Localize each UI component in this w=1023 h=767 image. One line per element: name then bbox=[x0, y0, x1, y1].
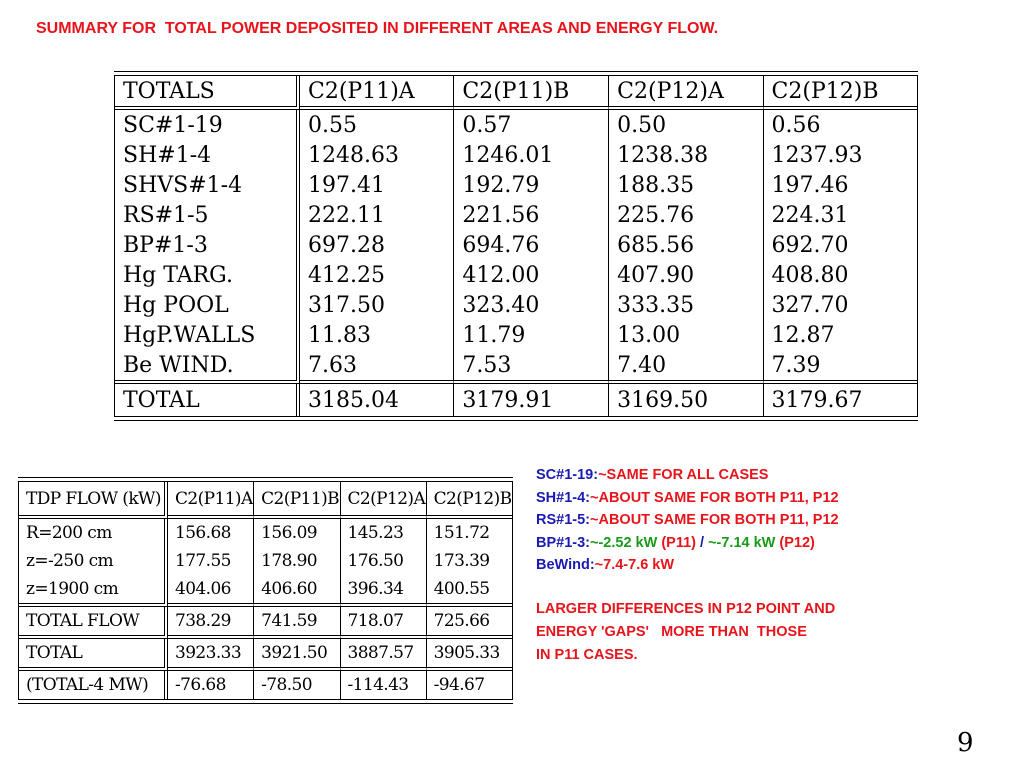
value-cell: 3887.57 bbox=[341, 639, 427, 671]
value-cell: 151.72 bbox=[433, 523, 490, 543]
value-cell: 7.53 bbox=[454, 350, 609, 384]
note-bp-sep: / bbox=[700, 534, 705, 551]
value-cell: 145.23 bbox=[341, 519, 427, 547]
value-cell: C2(P12)A bbox=[341, 482, 427, 519]
row-label-cell: (TOTAL-4 MW) bbox=[19, 671, 168, 699]
value-cell: 692.70 bbox=[771, 232, 849, 258]
value-cell: 697.28 bbox=[300, 230, 454, 260]
value-cell: 177.55 bbox=[168, 547, 254, 575]
note-sc bbox=[536, 464, 839, 487]
value-cell: 156.68 bbox=[168, 519, 254, 547]
value-cell: 0.57 bbox=[454, 110, 609, 140]
row-label-cell: TDP FLOW (kW) bbox=[19, 482, 168, 519]
row-label-cell: HgP.WALLS bbox=[115, 320, 300, 350]
table-row bbox=[115, 320, 917, 350]
value-cell: 412.25 bbox=[300, 260, 454, 290]
value-cell: -114.43 bbox=[341, 671, 427, 699]
row-label-cell: BP#1-3 bbox=[115, 230, 300, 260]
value-cell: 1246.01 bbox=[454, 140, 609, 170]
value-cell: 3179.67 bbox=[771, 387, 863, 413]
value-cell: 0.56 bbox=[771, 112, 821, 138]
table-row bbox=[115, 200, 917, 230]
value-cell: 178.90 bbox=[254, 547, 340, 575]
note-bp-label: BP#1-3: bbox=[536, 534, 590, 551]
value-cell: 1238.38 bbox=[609, 140, 763, 170]
note-sh bbox=[536, 487, 839, 510]
value-cell: 738.29 bbox=[168, 607, 254, 639]
value-cell: 694.76 bbox=[454, 230, 609, 260]
value-cell: 412.00 bbox=[454, 260, 609, 290]
value-cell: C2(P12)B bbox=[764, 76, 917, 110]
conclusion bbox=[536, 598, 839, 667]
note-sh-label: SH#1-4: bbox=[536, 489, 590, 506]
conclusion-line: ENERGY 'GAPS' MORE THAN THOSE bbox=[536, 623, 807, 640]
table-row bbox=[19, 575, 512, 607]
table-row bbox=[115, 350, 917, 384]
value-cell: 13.00 bbox=[609, 320, 763, 350]
table-row bbox=[115, 140, 917, 170]
table-row bbox=[115, 260, 917, 290]
table-row bbox=[115, 290, 917, 320]
note-bp-value-p12: ~-7.14 kW bbox=[704, 534, 776, 551]
value-cell: C2(P12)A bbox=[609, 76, 763, 110]
note-be bbox=[536, 554, 839, 577]
value-cell: 156.09 bbox=[254, 519, 340, 547]
value-cell: 222.11 bbox=[300, 200, 454, 230]
power-table bbox=[114, 75, 918, 417]
value-cell: 1248.63 bbox=[300, 140, 454, 170]
row-label-cell: RS#1-5 bbox=[115, 200, 300, 230]
value-cell: -94.67 bbox=[433, 675, 485, 695]
value-cell: 406.60 bbox=[254, 575, 340, 607]
conclusion-line: LARGER DIFFERENCES IN P12 POINT AND bbox=[536, 600, 836, 617]
row-label-cell: z=1900 cm bbox=[19, 575, 168, 607]
flow-table bbox=[18, 481, 513, 700]
note-bp bbox=[536, 532, 839, 555]
value-cell: C2(P12)B bbox=[427, 482, 512, 519]
row-label-cell: Be WIND. bbox=[115, 350, 300, 384]
value-cell: 685.56 bbox=[609, 230, 763, 260]
note-sc-label: SC#1-19: bbox=[536, 467, 599, 483]
row-label-cell: TOTAL bbox=[115, 384, 300, 416]
table-row bbox=[115, 110, 917, 140]
value-cell: 188.35 bbox=[609, 170, 763, 200]
notes-panel bbox=[536, 464, 839, 667]
table-row bbox=[115, 170, 917, 200]
row-label-cell: R=200 cm bbox=[19, 519, 168, 547]
note-bp-p12: (P12) bbox=[775, 534, 815, 551]
table-total-row bbox=[19, 639, 512, 671]
value-cell: 323.40 bbox=[454, 290, 609, 320]
value-cell: C2(P11)B bbox=[454, 76, 609, 110]
value-cell: 7.40 bbox=[609, 350, 763, 384]
value-cell: 725.66 bbox=[427, 607, 512, 639]
row-label-cell: TOTALS bbox=[115, 76, 300, 110]
row-label-cell: TOTAL FLOW bbox=[19, 607, 168, 639]
value-cell: 11.79 bbox=[454, 320, 609, 350]
flow-table-frame bbox=[18, 477, 513, 704]
slide-title: SUMMARY FOR TOTAL POWER DEPOSITED IN DIFFERENT AREAS AND ENERGY FLOW. bbox=[36, 20, 719, 37]
value-cell: 12.87 bbox=[771, 322, 835, 348]
page-number: 9 bbox=[957, 728, 974, 758]
value-cell: 7.39 bbox=[764, 350, 917, 384]
row-label-cell: SH#1-4 bbox=[115, 140, 300, 170]
value-cell: 396.34 bbox=[341, 575, 427, 607]
value-cell: C2(P11)A bbox=[168, 482, 254, 519]
conclusion-line: IN P11 CASES. bbox=[536, 646, 638, 663]
power-table-frame bbox=[114, 71, 918, 421]
value-cell: 741.59 bbox=[254, 607, 340, 639]
note-sc-text: ~SAME FOR ALL CASES bbox=[598, 467, 769, 483]
value-cell: 3169.50 bbox=[609, 384, 763, 416]
note-sh-text: ~ABOUT SAME FOR BOTH P11, P12 bbox=[590, 489, 839, 506]
value-cell: 3921.50 bbox=[254, 639, 340, 671]
value-cell: 327.70 bbox=[771, 292, 849, 318]
value-cell: 317.50 bbox=[300, 290, 454, 320]
value-cell: 11.83 bbox=[300, 320, 454, 350]
value-cell: 0.55 bbox=[300, 110, 454, 140]
value-cell: 3185.04 bbox=[300, 384, 454, 416]
row-label-cell: SHVS#1-4 bbox=[115, 170, 300, 200]
table-header-row bbox=[115, 76, 917, 110]
note-bp-p11: (P11) bbox=[657, 534, 701, 551]
note-be-text: ~7.4-7.6 kW bbox=[594, 557, 675, 573]
note-rs-text: ~ABOUT SAME FOR BOTH P11, P12 bbox=[590, 512, 839, 528]
table-row bbox=[19, 519, 512, 547]
value-cell: 1237.93 bbox=[771, 142, 863, 168]
value-cell: 718.07 bbox=[341, 607, 427, 639]
value-cell: 192.79 bbox=[454, 170, 609, 200]
table-row bbox=[115, 230, 917, 260]
table-total-flow-row bbox=[19, 607, 512, 639]
value-cell: 407.90 bbox=[609, 260, 763, 290]
value-cell: 3905.33 bbox=[427, 639, 512, 671]
table-total-minus-row bbox=[19, 671, 512, 699]
row-label-cell: z=-250 cm bbox=[19, 547, 168, 575]
row-label-cell: SC#1-19 bbox=[115, 110, 300, 140]
row-label-cell: Hg POOL bbox=[115, 290, 300, 320]
value-cell: 333.35 bbox=[609, 290, 763, 320]
value-cell: -76.68 bbox=[168, 671, 254, 699]
table-header-row bbox=[19, 482, 512, 519]
value-cell: 3179.91 bbox=[454, 384, 609, 416]
value-cell: 173.39 bbox=[433, 551, 490, 571]
table-total-row bbox=[115, 384, 917, 416]
value-cell: 404.06 bbox=[168, 575, 254, 607]
value-cell: 221.56 bbox=[454, 200, 609, 230]
row-label-cell: TOTAL bbox=[19, 639, 168, 671]
note-rs-label: RS#1-5: bbox=[536, 512, 590, 528]
value-cell: 7.63 bbox=[300, 350, 454, 384]
value-cell: 225.76 bbox=[609, 200, 763, 230]
value-cell: 197.46 bbox=[771, 172, 849, 198]
value-cell: 3923.33 bbox=[168, 639, 254, 671]
value-cell: 408.80 bbox=[771, 262, 849, 288]
note-bp-value-p11: ~-2.52 kW bbox=[590, 534, 658, 551]
value-cell: C2(P11)B bbox=[254, 482, 340, 519]
value-cell: C2(P11)A bbox=[300, 76, 454, 110]
value-cell: 224.31 bbox=[771, 202, 849, 228]
value-cell: 197.41 bbox=[300, 170, 454, 200]
table-row bbox=[19, 547, 512, 575]
note-rs bbox=[536, 509, 839, 532]
value-cell: 0.50 bbox=[609, 110, 763, 140]
value-cell: 400.55 bbox=[427, 575, 512, 607]
value-cell: 176.50 bbox=[341, 547, 427, 575]
value-cell: -78.50 bbox=[254, 671, 340, 699]
note-be-label: BeWind: bbox=[536, 557, 595, 573]
row-label-cell: Hg TARG. bbox=[115, 260, 300, 290]
